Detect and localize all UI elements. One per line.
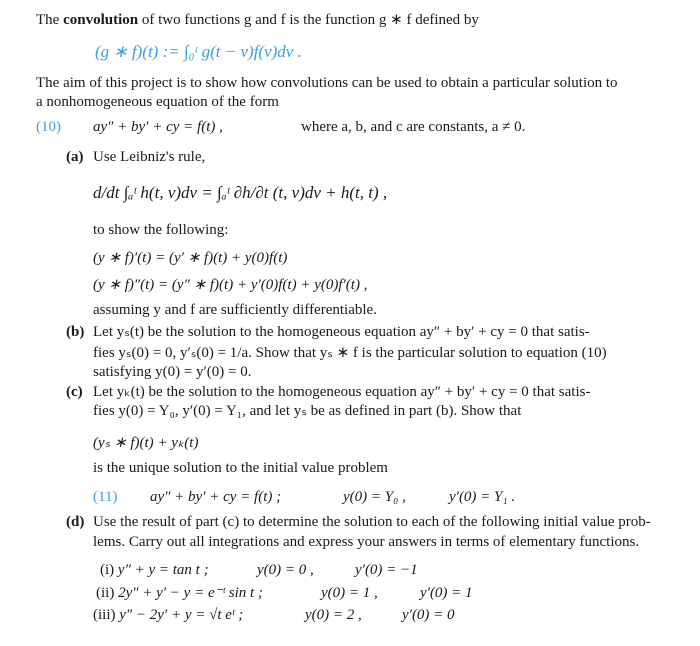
part-d-line-2: lems. Carry out all integrations and express your answers in terms of elementary functions.	[93, 534, 640, 550]
leibniz-rule: d/dt ∫ₐᵗ h(t, v)dv = ∫ₐᵗ ∂h/∂t (t, v)dv + h(t, t) ,	[93, 183, 388, 202]
aim-line-2: a nonhomogeneous equation of the form	[36, 94, 279, 110]
part-b-line-3: satisfying y(0) = y′(0) = 0.	[93, 364, 252, 380]
problem-ii-ic2: y′(0) = 1	[420, 585, 473, 601]
part-c-line-3: is the unique solution to the initial value problem	[93, 460, 388, 476]
first-derivative-identity: (y ∗ f)′(t) = (y′ ∗ f)(t) + y(0)f(t)	[93, 250, 288, 266]
assuming-text: assuming y and f are sufficiently differentiable.	[93, 302, 377, 318]
part-a-text: Use Leibniz's rule,	[93, 149, 206, 165]
problem-ii-ic1: y(0) = 1 ,	[321, 585, 378, 601]
equation-10-condition: where a, b, and c are constants, a ≠ 0.	[301, 119, 526, 135]
problem-label: (ii)	[96, 585, 115, 601]
problem-equation: y″ − 2y′ + y = √t eᵗ ;	[119, 607, 244, 623]
convolution-definition: (g ∗ f)(t) := ∫₀ᵗ g(t − v)f(v)dv .	[95, 42, 302, 61]
problem-iii	[93, 606, 243, 624]
equation-11-ic2: y′(0) = Y₁ .	[449, 489, 516, 505]
part-d-label: (d)	[66, 514, 85, 530]
equation-11-ic1: y(0) = Y₀ ,	[343, 489, 406, 505]
problem-label: (iii)	[93, 607, 116, 623]
equation-10-label: (10)	[36, 119, 61, 135]
problem-equation: 2y″ + y′ − y = e⁻ᵗ sin t ;	[118, 585, 263, 601]
problem-iii-ic2: y′(0) = 0	[402, 607, 455, 623]
aim-line-1: The aim of this project is to show how convolutions can be used to obtain a particular solution to	[36, 75, 618, 91]
equation-11: ay″ + by′ + cy = f(t) ;	[150, 489, 282, 505]
problem-iii-ic1: y(0) = 2 ,	[305, 607, 362, 623]
equation-10: ay″ + by′ + cy = f(t) ,	[93, 119, 223, 135]
text: of two functions g and f is the function g ∗ f defined by	[138, 12, 479, 28]
part-c-line-1: Let yₖ(t) be the solution to the homogeneous equation ay″ + by′ + cy = 0 that satis-	[93, 384, 591, 400]
problem-label: (i)	[100, 562, 115, 578]
part-c-expression: (yₛ ∗ f)(t) + yₖ(t)	[93, 435, 199, 451]
part-b-label: (b)	[66, 324, 85, 340]
problem-i-ic1: y(0) = 0 ,	[257, 562, 314, 578]
text: The	[36, 12, 64, 28]
problem-i-ic2: y′(0) = −1	[355, 562, 418, 578]
problem-i	[100, 561, 209, 579]
term-convolution: convolution	[63, 12, 139, 28]
to-show-text: to show the following:	[93, 222, 229, 238]
intro-line	[36, 11, 479, 29]
problem-ii	[96, 584, 263, 602]
part-b-line-2: fies yₛ(0) = 0, y′ₛ(0) = 1/a. Show that yₛ ∗ f is the particular solution to equation (10)	[93, 345, 607, 361]
part-a-label: (a)	[66, 149, 84, 165]
second-derivative-identity: (y ∗ f)″(t) = (y″ ∗ f)(t) + y′(0)f(t) + y(0)f′(t) ,	[93, 277, 368, 293]
part-d-line-1: Use the result of part (c) to determine the solution to each of the following initial value prob-	[93, 514, 651, 530]
problem-equation: y″ + y = tan t ;	[117, 562, 209, 578]
part-c-label: (c)	[66, 384, 83, 400]
part-b-line-1: Let yₛ(t) be the solution to the homogeneous equation ay″ + by′ + cy = 0 that satis-	[93, 324, 590, 340]
part-c-line-2: fies y(0) = Y₀, y′(0) = Y₁, and let yₛ be as defined in part (b). Show that	[93, 403, 522, 419]
equation-11-label: (11)	[93, 489, 118, 505]
